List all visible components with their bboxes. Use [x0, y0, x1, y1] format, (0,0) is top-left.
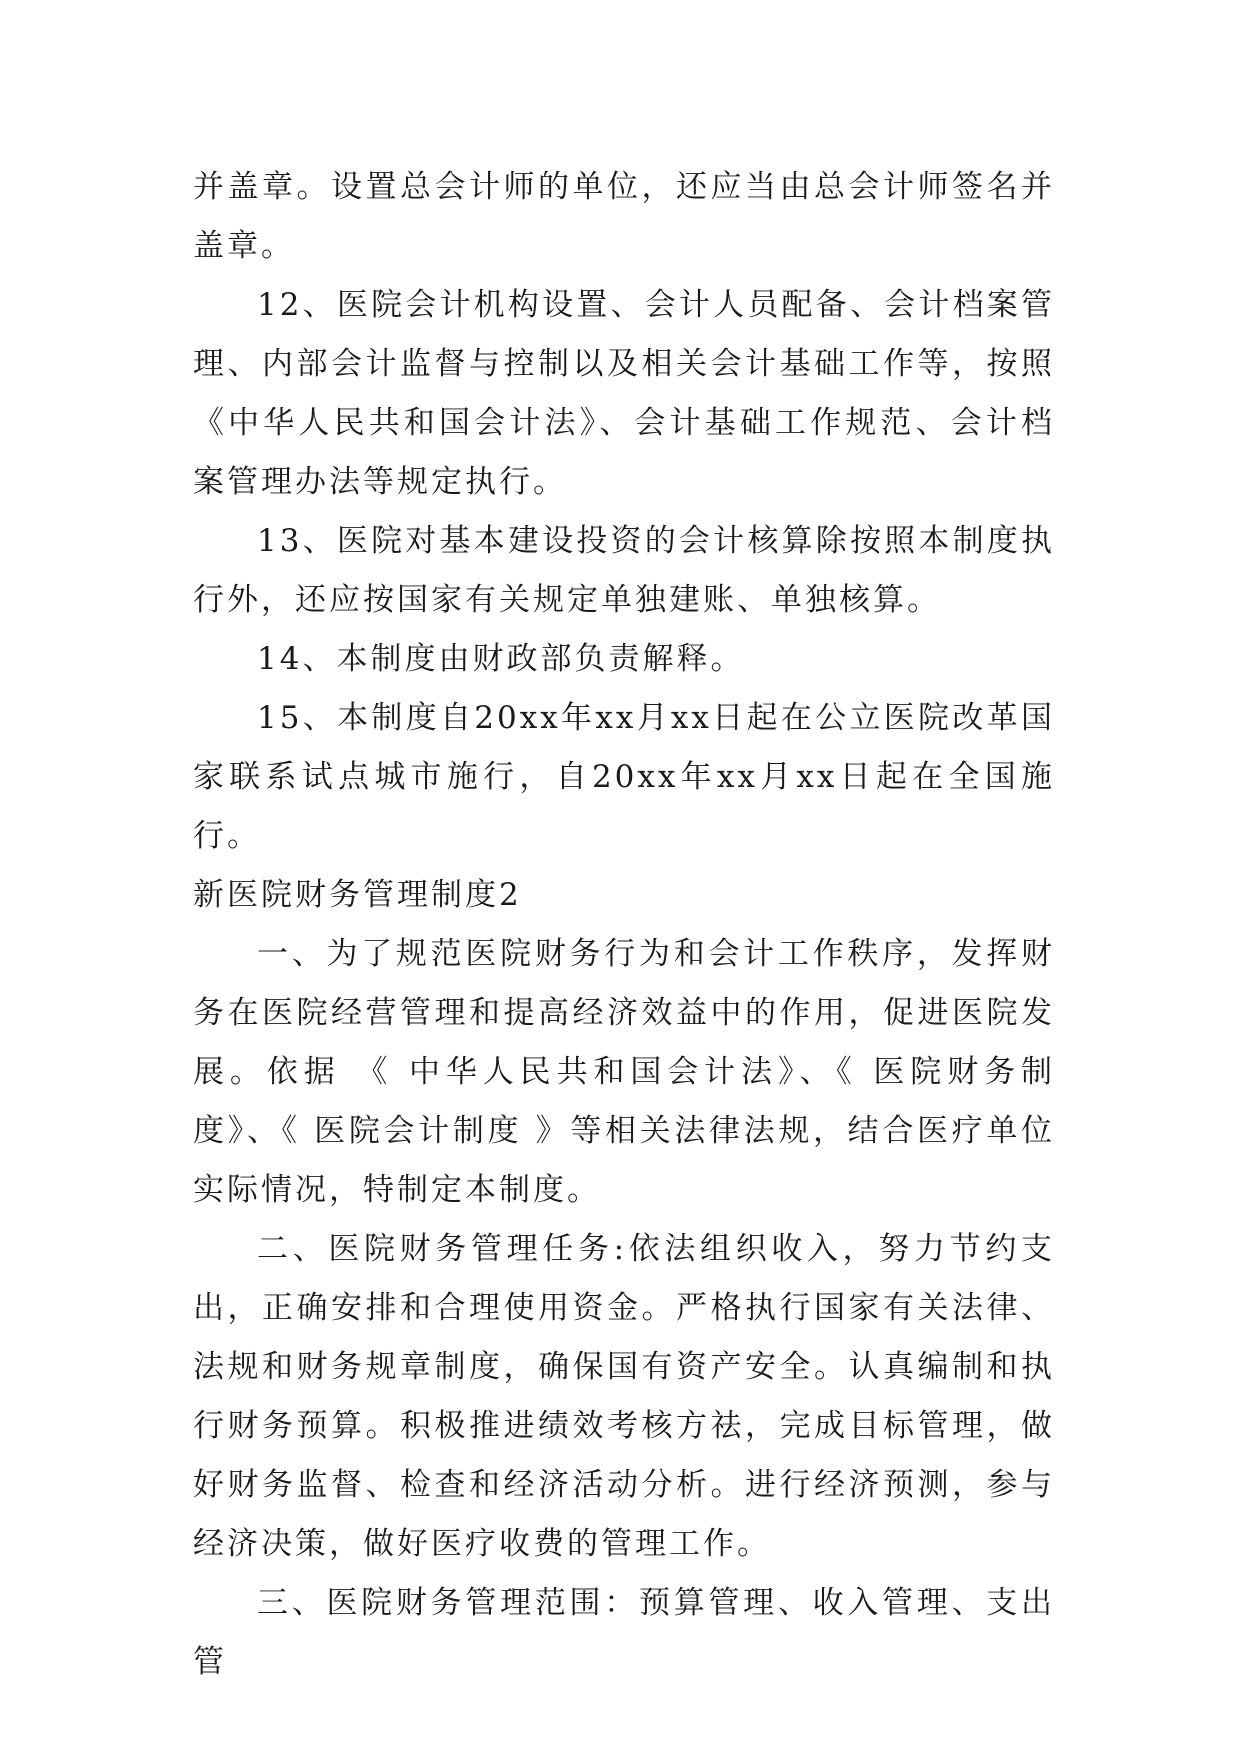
section-title: 新医院财务管理制度2	[193, 877, 522, 913]
paragraph-section-3: 三、医院财务管理范围：预算管理、收入管理、支出管	[193, 1585, 1055, 1680]
paragraph-continuation: 并盖章。设置总会计师的单位，还应当由总会计师签名并盖章。	[193, 169, 1055, 264]
document-body	[193, 158, 1055, 1692]
paragraph-item-13: 13、医院对基本建设投资的会计核算除按照本制度执行外，还应按国家有关规定单独建账、单独核算。	[193, 523, 1055, 618]
paragraph-item-12: 12、医院会计机构设置、会计人员配备、会计档案管理、内部会计监督与控制以及相关会计基础工作等，按照《中华人民共和国会计法》、会计基础工作规范、会计档案管理办法等规定执行。	[193, 287, 1055, 500]
paragraph-section-1: 一、为了规范医院财务行为和会计工作秩序，发挥财务在医院经营管理和提高经济效益中的作用，促进医院发展。依据 《 中华人民共和国会计法》、《 医院财务制度》、《 医院会计制度 》等相关法律法规，结合医疗单位实际情况，特制定本制度。	[193, 936, 1055, 1208]
paragraph-section-2: 二、医院财务管理任务:依法组织收入，努力节约支出，正确安排和合理使用资金。严格执行国家有关法律、法规和财务规章制度，确保国有资产安全。认真编制和执行财务预算。积极推进绩效考核方祛，完成目标管理，做好财务监督、检查和经济活动分析。进行经济预测，参与经济决策，做好医疗收费的管理工作。	[193, 1231, 1055, 1562]
paragraph-item-14: 14、本制度由财政部负责解释。	[257, 641, 745, 677]
paragraph-item-15: 15、本制度自20xx年xx月xx日起在公立医院改革国家联系试点城市施行，自20xx年xx月xx日起在全国施行。	[193, 700, 1055, 854]
